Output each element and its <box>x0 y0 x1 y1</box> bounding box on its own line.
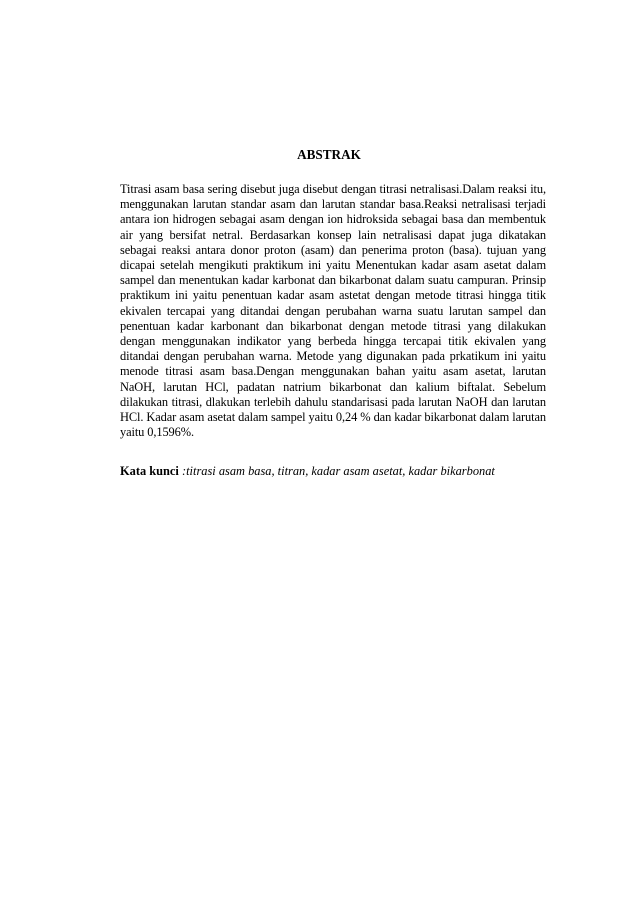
keywords-line <box>120 463 560 479</box>
keywords-label: Kata kunci <box>120 464 179 478</box>
abstract-title: ABSTRAK <box>297 147 361 162</box>
keywords-value: :titrasi asam basa, titran, kadar asam asetat, kadar bikarbonat <box>181 464 495 478</box>
abstract-paragraph: Titrasi asam basa sering disebut juga disebut dengan titrasi netralisasi.Dalam reaksi itu, menggunakan larutan standar asam dan larutan standar basa.Reaksi netralisasi terjadi antara ion hidrogen sebagai asam dengan ion hidroksida sebagai basa dan membentuk air yang bersifat netral. Berdasarkan konsep lain netralisasi dapat juga dikatakan sebagai reaksi antara donor proton (asam) dan penerima proton (basa). tujuan yang dicapai setelah mengikuti praktikum ini yaitu Menentukan kadar asam asetat dalam sampel dan menentukan kadar karbonat dan bikarbonat dalam suatu campuran. Prinsip praktikum ini yaitu penentuan kadar asam astetat dengan metode titrasi hingga titik ekivalen tercapai yang ditandai dengan perubahan warna suatu larutan sampel dan penentuan kadar karbonant dan bikarbonat dengan metode titrasi yang dilakukan dengan menggunakan indikator yang berbeda hingga tercapai titik ekivalen yang ditandai dengan perubahan warna. Metode yang digunakan pada prkatikum ini yaitu menode titrasi asam basa.Dengan menggunakan bahan yaitu asam asetat, larutan NaOH, larutan HCl, padatan natrium bikarbonat dan kalium biftalat. Sebelum dilakukan titrasi, dlakukan terlebih dahulu standarisasi pada larutan NaOH dan larutan HCl. Kadar asam asetat dalam sampel yaitu 0,24 % dan kadar bikarbonat dalam larutan yaitu 0,1596%. <box>120 182 546 440</box>
